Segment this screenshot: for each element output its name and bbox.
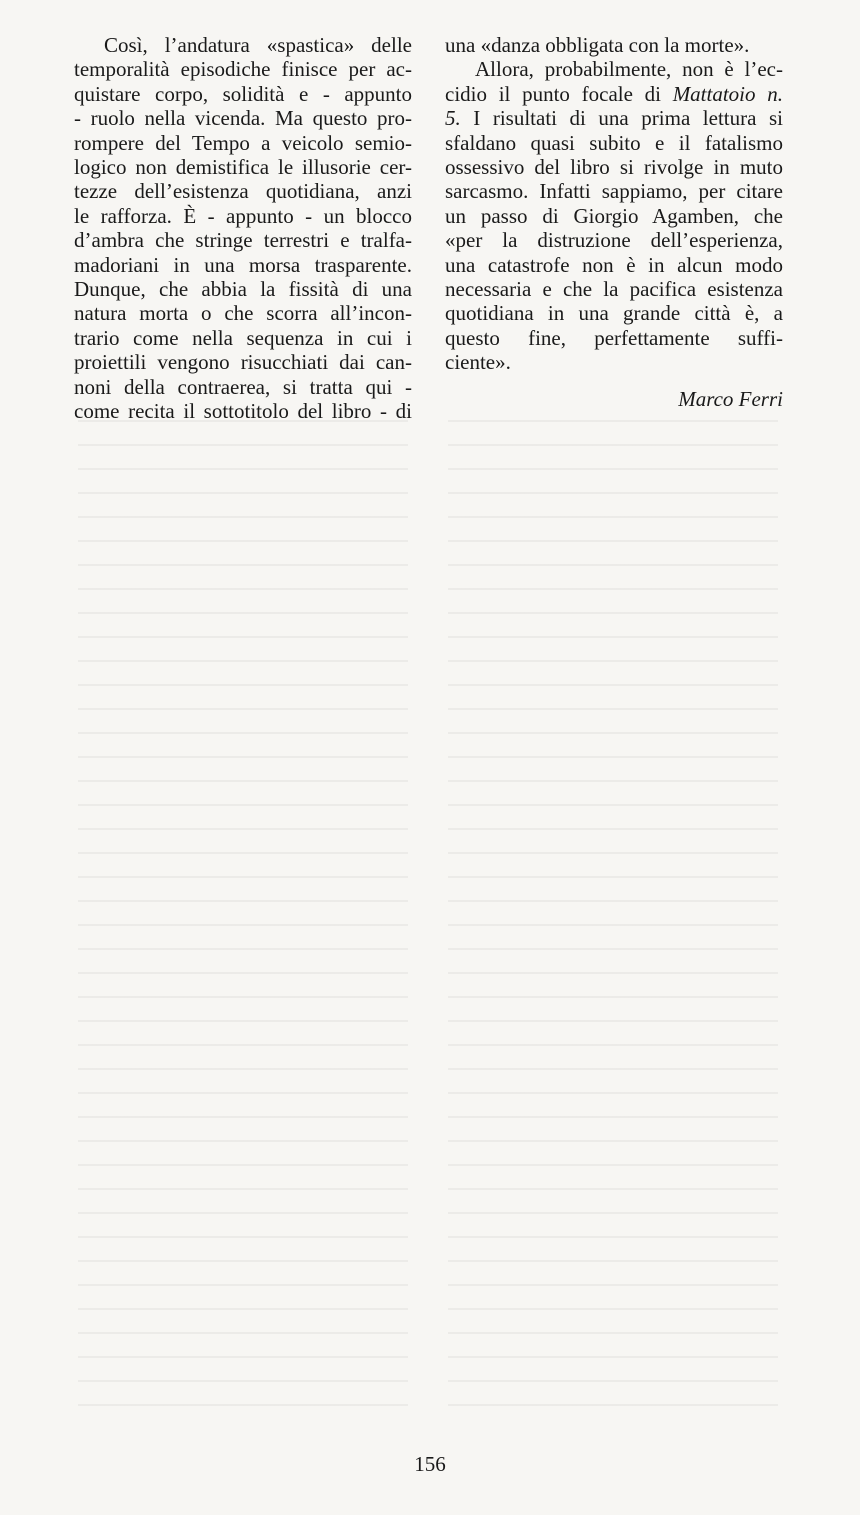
right-text-column — [445, 33, 783, 411]
text-line: ciente». — [445, 350, 511, 375]
text-line: una catastrofe non è in alcun modo — [445, 252, 783, 277]
text-line: noni della contraerea, si tratta qui - — [74, 374, 412, 399]
text-line: un passo di Giorgio Agamben, che — [445, 203, 783, 228]
text-line: proiettili vengono risucchiati dai can- — [74, 350, 412, 375]
page-number: 156 — [414, 1452, 446, 1476]
book-title: Mattatoio n. — [672, 81, 783, 106]
show-through-texture-right — [448, 420, 778, 1420]
text-line: madoriani in una morsa trasparente. — [74, 252, 412, 277]
text-line: «per la distruzione dell’esperienza, — [445, 228, 783, 253]
text-line: temporalità episodiche finisce per ac- — [74, 57, 412, 82]
text-line: logico non demistifica le illusorie cer- — [74, 155, 412, 180]
text-fragment: I risultati di una prima lettura si — [460, 106, 783, 131]
text-line: una «danza obbligata con la morte». — [445, 33, 750, 57]
text-line: sarcasmo. Infatti sappiamo, per citare — [445, 179, 783, 204]
text-line: come recita il sottotitolo del libro - di — [74, 399, 412, 424]
text-line: natura morta o che scorra all’incon- — [74, 301, 412, 326]
left-text-column — [74, 33, 412, 424]
show-through-texture-left — [78, 420, 408, 1420]
author-signature: Marco Ferri — [678, 386, 783, 411]
text-line: quotidiana in una grande città è, a — [445, 301, 783, 326]
book-title-number: 5. — [445, 106, 461, 131]
text-line: d’ambra che stringe terrestri e tralfa- — [74, 228, 412, 253]
text-line: trario come nella sequenza in cui i — [74, 325, 412, 350]
text-line — [445, 82, 783, 106]
text-line: necessaria e che la pacifica esistenza — [445, 277, 783, 302]
text-line: le rafforza. È - appunto - un blocco — [74, 203, 412, 228]
text-line: tezze dell’esistenza quotidiana, anzi — [74, 179, 412, 204]
text-line: Allora, probabilmente, non è l’ec- — [475, 57, 783, 82]
text-line: rompere del Tempo a veicolo semio- — [74, 130, 412, 155]
text-fragment: cidio il punto focale di — [445, 81, 673, 106]
text-line: Così, l’andatura «spastica» delle — [104, 33, 412, 57]
text-line: Dunque, che abbia la fissità di una — [74, 277, 412, 302]
text-line: sfaldano quasi subito e il fatalismo — [445, 130, 783, 155]
text-line: questo fine, perfettamente suffi- — [445, 325, 783, 350]
text-line: quistare corpo, solidità e - appunto — [74, 81, 412, 106]
text-line — [445, 106, 783, 130]
text-line: - ruolo nella vicenda. Ma questo pro- — [74, 106, 412, 131]
text-line: ossessivo del libro si rivolge in muto — [445, 155, 783, 180]
